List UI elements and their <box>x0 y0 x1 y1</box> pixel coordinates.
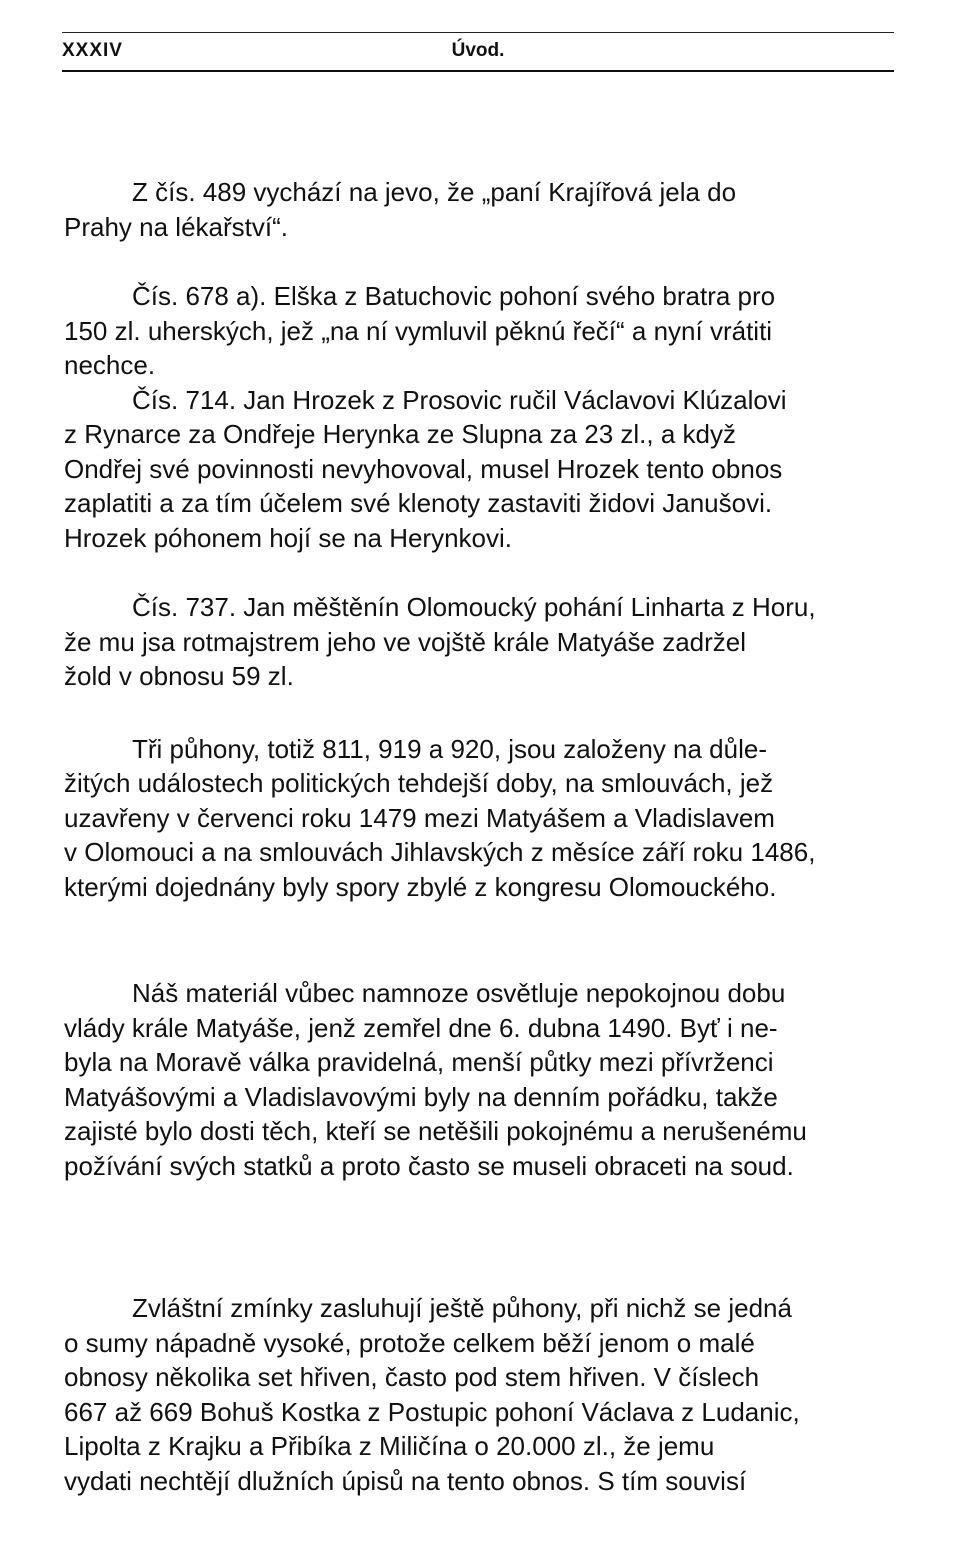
text-line: kterými dojednány byly spory zbylé z kongresu Olomouckého. <box>64 871 777 902</box>
page-body <box>64 175 890 1498</box>
text-line: Ondřej své povinnosti nevyhovoval, musel Hrozek tento obnos <box>64 453 783 484</box>
paragraph <box>64 279 890 383</box>
text-line: Lipolta z Krajku a Přibíka z Miličína o 20.000 zl., že jemu <box>64 1431 715 1461</box>
text-line: Zvláštní zmínky zasluhují ještě půhony, při nichž se jedná <box>132 1293 792 1323</box>
text-line: Matyášovými a Vladislavovými byly na denním pořádku, takže <box>64 1081 778 1112</box>
text-line: vydati nechtějí dlužních úpisů na tento obnos. S tím souvisí <box>64 1465 747 1496</box>
text-line: Čís. 714. Jan Hrozek z Prosovic ručil Václavovi Klúzalovi <box>132 384 787 415</box>
header-top-rule <box>62 32 894 33</box>
text-line: 667 až 669 Bohuš Kostka z Postupic pohoní Václava z Ludanic, <box>64 1396 800 1427</box>
paragraph <box>64 175 890 244</box>
header-rule <box>62 70 894 72</box>
text-line: Čís. 737. Jan měštěnín Olomoucký pohání Linharta z Horu, <box>132 592 816 622</box>
paragraph <box>64 732 890 905</box>
text-line: požívání svých statků a proto často se museli obraceti na soud. <box>64 1150 794 1181</box>
paragraph <box>64 590 890 694</box>
text-line: o sumy nápadně vysoké, protože celkem běží jenom o malé <box>64 1327 755 1358</box>
text-line: v Olomouci a na smlouvách Jihlavských z měsíce září roku 1486, <box>64 837 816 867</box>
text-line: žitých událostech politických tehdejší doby, na smlouvách, jež <box>64 768 774 798</box>
text-line: Čís. 678 a). Elška z Batuchovic pohoní svého bratra pro <box>132 281 776 311</box>
text-line: Hrozek póhonem hojí se na Herynkovi. <box>64 522 513 553</box>
text-line: nechce. <box>64 350 156 380</box>
text-line: Z čís. 489 vychází na jevo, že „paní Krajířová jela do <box>132 177 737 207</box>
paragraph <box>64 383 890 556</box>
text-line: že mu jsa rotmajstrem jeho ve vojště krále Matyáše zadržel <box>64 626 747 657</box>
text-line: žold v obnosu 59 zl. <box>64 661 294 691</box>
page-header <box>62 32 894 72</box>
text-line: obnosy několika set hřiven, často pod stem hřiven. V číslech <box>64 1362 760 1392</box>
text-line: zaplatiti a za tím účelem své klenoty zastaviti židovi Janušovi. <box>64 488 773 518</box>
running-title: Úvod. <box>451 40 505 61</box>
text-line: byla na Moravě válka pravidelná, menší půtky mezi přívrženci <box>64 1047 774 1077</box>
text-line: Náš materiál vůbec namnoze osvětluje nepokojnou dobu <box>132 978 786 1008</box>
text-line: 150 zl. uherských, jež „na ní vymluvil pěknú řečí“ a nyní vrátiti <box>64 315 773 346</box>
text-line: uzavřeny v červenci roku 1479 mezi Matyášem a Vladislavem <box>64 802 775 833</box>
page-number: XXXIV <box>62 40 123 61</box>
text-line: zajisté bylo dosti těch, kteří se netěšili pokojnému a nerušenému <box>64 1116 807 1146</box>
text-line: Prahy na lékařství“. <box>64 211 288 242</box>
paragraph <box>64 976 890 1183</box>
text-line: z Rynarce za Ondřeje Herynka ze Slupna za 23 zl., a když <box>64 419 736 449</box>
paragraph <box>64 1291 890 1498</box>
text-line: vlády krále Matyáše, jenž zemřel dne 6. dubna 1490. Byť i ne- <box>64 1012 778 1043</box>
text-line: Tři půhony, totiž 811, 919 a 920, jsou založeny na důle- <box>132 733 767 764</box>
